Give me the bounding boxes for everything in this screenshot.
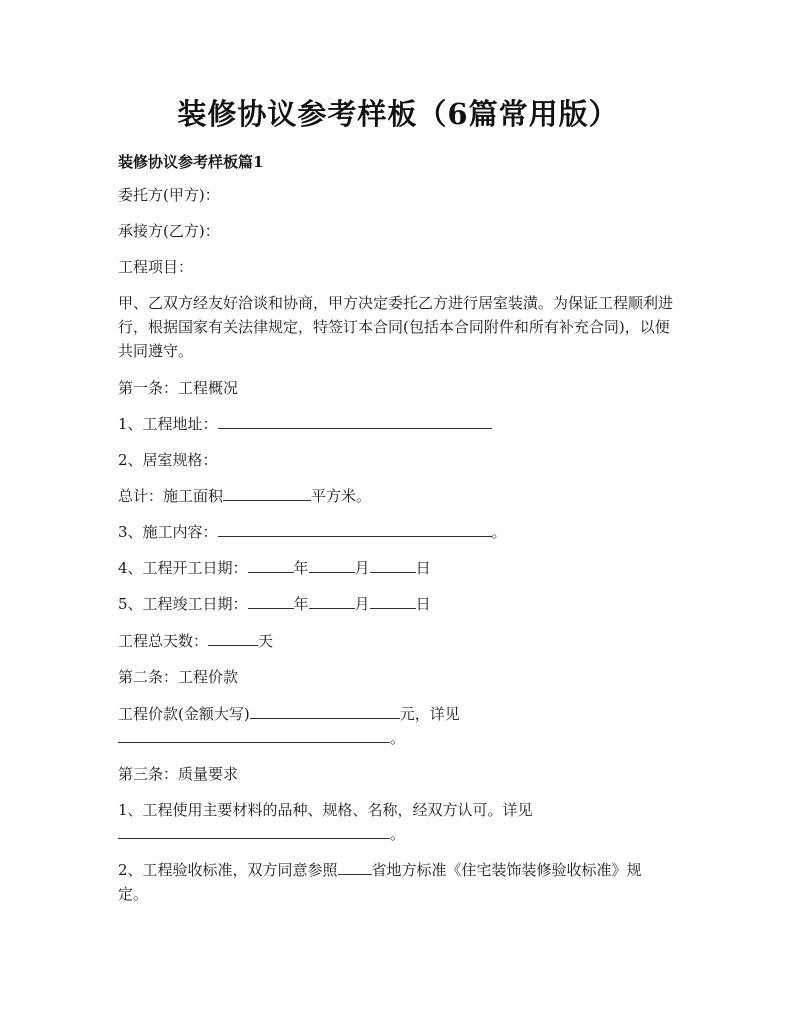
quality-1-period: 。 <box>390 825 406 843</box>
intro-paragraph: 甲、乙双方经友好洽谈和协商，甲方决定委托乙方进行居室装潢。为保证工程顺利进行，根据国家有关法律规定，特签订本合同(包括本合同附件和所有补充合同)，以便共同遵守。 <box>118 294 674 360</box>
price-blank <box>250 703 400 719</box>
article-3-title-text: 第三条：质量要求 <box>118 765 239 783</box>
province-blank <box>338 859 372 875</box>
start-day-unit: 日 <box>415 559 431 577</box>
area-blank <box>223 485 311 501</box>
party-a-line <box>118 183 220 207</box>
total-days-label: 工程总天数： <box>118 632 209 650</box>
quality-1-text: 1、工程使用主要材料的品种、规格、名称，经双方认可。详见 <box>118 801 533 819</box>
price-detail-blank <box>118 727 390 743</box>
content-line <box>118 520 507 544</box>
content-label: 3、施工内容： <box>118 523 218 541</box>
content-blank <box>218 521 492 537</box>
party-b-line <box>118 219 220 243</box>
total-days-line <box>118 629 273 653</box>
quality-2-text-a: 2、工程验收标准，双方同意参照 <box>118 861 338 879</box>
total-days-unit: 天 <box>258 632 274 650</box>
start-year-blank <box>248 557 294 573</box>
start-date-line <box>118 556 431 580</box>
start-year-unit: 年 <box>293 559 309 577</box>
price-label: 工程价款(金额大写) <box>118 705 250 723</box>
price-suffix: 元，详见 <box>399 705 460 723</box>
quality-2-line <box>118 858 642 882</box>
end-year-unit: 年 <box>293 595 309 613</box>
address-label: 1、工程地址： <box>118 415 218 433</box>
price-line <box>118 702 460 726</box>
article-2-title <box>118 665 238 689</box>
quality-1-line <box>118 798 533 822</box>
end-year-blank <box>248 593 294 609</box>
start-month-unit: 月 <box>354 559 370 577</box>
quality-2-end-line <box>118 882 148 906</box>
end-month-blank <box>309 593 355 609</box>
party-a-label: 委托方(甲方)： <box>118 186 220 204</box>
area-line <box>118 484 371 508</box>
end-date-label: 5、工程竣工日期： <box>118 595 248 613</box>
section-subtitle: 装修协议参考样板篇1 <box>118 153 264 171</box>
price-detail-period: 。 <box>390 729 406 747</box>
spec-line <box>118 448 218 472</box>
address-line <box>118 412 492 436</box>
start-date-label: 4、工程开工日期： <box>118 559 248 577</box>
end-date-line <box>118 592 431 616</box>
project-item-label: 工程项目： <box>118 258 194 276</box>
quality-1-detail-line <box>118 822 405 846</box>
end-day-unit: 日 <box>415 595 431 613</box>
project-item-line <box>118 255 193 279</box>
quality-2-text-b: 省地方标准《住宅装饰装修验收标准》规 <box>371 861 642 879</box>
start-month-blank <box>309 557 355 573</box>
article-3-title <box>118 762 238 786</box>
address-blank <box>218 413 492 429</box>
end-month-unit: 月 <box>354 595 370 613</box>
area-label: 总计：施工面积 <box>118 487 224 505</box>
end-day-blank <box>370 593 416 609</box>
total-days-blank <box>208 630 258 646</box>
spec-label: 2、居室规格： <box>118 451 218 469</box>
article-2-title-text: 第二条：工程价款 <box>118 668 239 686</box>
quality-1-detail-blank <box>118 823 390 839</box>
article-1-title <box>118 376 238 400</box>
area-unit: 平方米。 <box>311 487 372 505</box>
article-1-title-text: 第一条：工程概况 <box>118 379 239 397</box>
party-b-label: 承接方(乙方)： <box>118 222 220 240</box>
content-period: 。 <box>491 523 507 541</box>
quality-2-text-c: 定。 <box>118 885 149 903</box>
price-detail-line <box>118 726 405 750</box>
start-day-blank <box>370 557 416 573</box>
document-title: 装修协议参考样板（6篇常用版） <box>177 97 619 131</box>
